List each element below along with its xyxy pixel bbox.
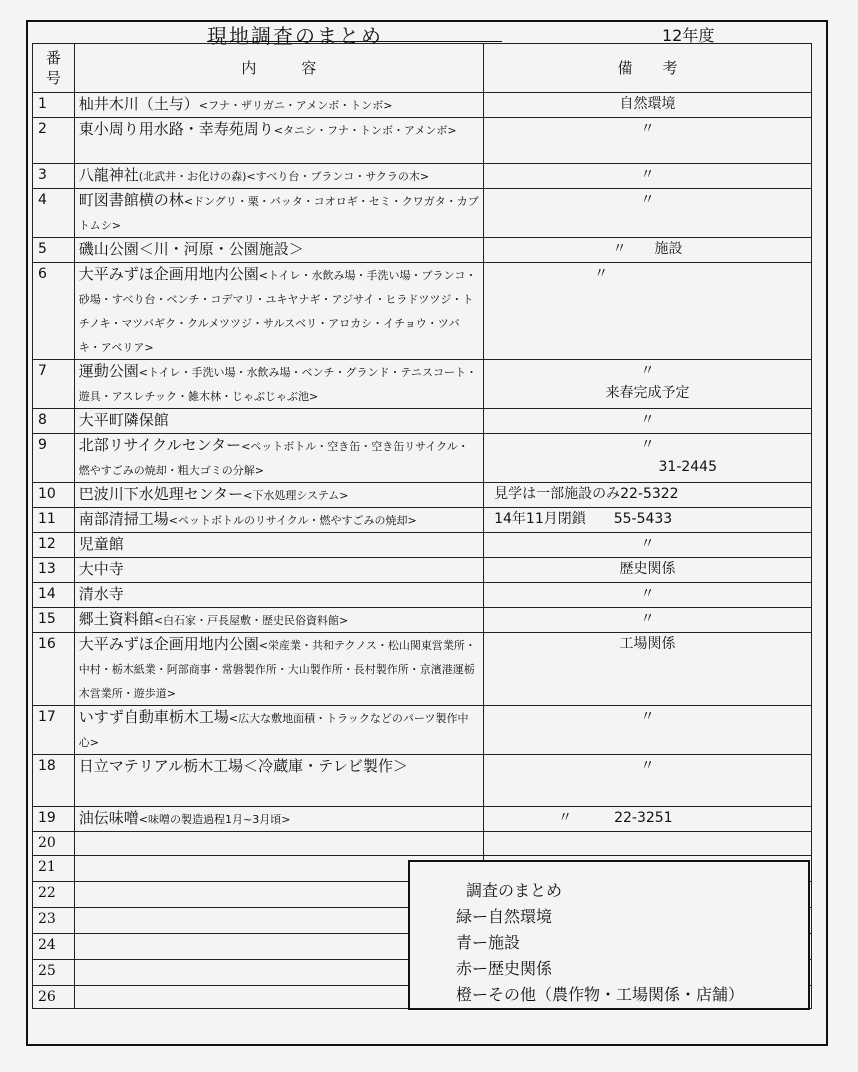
row-number: 18	[33, 755, 75, 807]
row-content	[74, 608, 483, 633]
note-text: 〃	[640, 192, 655, 208]
number-column-header: 番 号	[33, 44, 75, 93]
row-number: 26	[33, 986, 75, 1009]
row-number: 24	[33, 934, 75, 960]
row-note	[484, 508, 812, 533]
content-detail: <広大な敷地面積・トラックなどのパーツ製作中心>	[78, 712, 469, 749]
row-number: 8	[33, 409, 75, 434]
row-content	[74, 118, 483, 164]
note-text: 〃	[640, 121, 655, 137]
row-note	[484, 263, 812, 360]
content-detail: <ドングリ・栗・バッタ・コオロギ・セミ・クワガタ・カブトムシ>	[78, 195, 479, 232]
row-note	[484, 832, 812, 856]
content-detail: <下水処理システム>	[243, 489, 349, 502]
row-note	[484, 755, 812, 807]
content-main: 巴波川下水処理センター	[78, 485, 244, 503]
row-number: 21	[33, 856, 75, 882]
content-main: 運動公園	[78, 362, 139, 380]
note-text: 〃	[640, 611, 655, 627]
row-content	[74, 434, 483, 483]
content-detail: <タニシ・フナ・トンボ・アメンボ>	[273, 124, 457, 137]
row-note	[484, 93, 812, 118]
content-main: 大平みずほ企画用地内公園	[78, 265, 259, 283]
row-content	[74, 832, 483, 856]
content-main: いすず自動車栃木工場	[78, 708, 229, 726]
table-row	[33, 263, 812, 360]
table-row	[33, 118, 812, 164]
row-number: 5	[33, 238, 75, 263]
note-text: 〃	[640, 709, 655, 725]
row-note	[484, 633, 812, 706]
legend-item: 橙ーその他（農作物・工場関係・店舗）	[456, 985, 745, 1004]
row-note	[484, 189, 812, 238]
row-number: 17	[33, 706, 75, 755]
content-detail: <フナ・ザリガニ・アメンボ・トンボ>	[198, 99, 393, 112]
note-text: 見学は一部施設のみ22-5322	[494, 486, 679, 502]
content-detail: (北武井・お化けの森)<すべり台・ブランコ・サクラの木>	[138, 170, 430, 183]
row-note	[484, 164, 812, 189]
content-detail: <白石家・戸長屋敷・歴史民俗資料館>	[153, 614, 349, 627]
note-text: 〃 22-3251	[558, 810, 673, 826]
note-text: 〃 施設	[612, 241, 683, 257]
table-row	[33, 807, 812, 832]
legend-item: 青ー施設	[456, 933, 521, 952]
content-main: 児童館	[78, 535, 124, 553]
table-row	[33, 583, 812, 608]
table-row	[33, 558, 812, 583]
table-row	[33, 434, 812, 483]
legend-box	[408, 860, 810, 1010]
row-content	[74, 533, 483, 558]
table-row	[33, 832, 812, 856]
content-column-header: 内 容	[74, 44, 483, 93]
row-number: 23	[33, 908, 75, 934]
row-number: 11	[33, 508, 75, 533]
note-column-header: 備 考	[484, 44, 812, 93]
row-note	[484, 807, 812, 832]
row-content	[74, 164, 483, 189]
row-content	[74, 93, 483, 118]
row-number: 10	[33, 483, 75, 508]
title-underline	[207, 41, 502, 42]
content-main: 磯山公園＜川・河原・公園施設＞	[78, 240, 304, 258]
row-number: 7	[33, 360, 75, 409]
note-extra: 来春完成予定	[605, 385, 690, 401]
note-text: 〃	[640, 586, 655, 602]
content-main: 日立マテリアル栃木工場＜冷蔵庫・テレビ製作＞	[78, 757, 408, 775]
row-note	[484, 608, 812, 633]
row-note	[484, 558, 812, 583]
row-number: 22	[33, 882, 75, 908]
note-text: 歴史関係	[619, 561, 676, 577]
note-text: 自然環境	[619, 96, 676, 112]
content-detail: <栄産業・共和テクノス・松山関東営業所・中村・栃木紙業・阿部商事・常磐製作所・大山製作所・長村製作所・京濱港運栃木営業所・遊歩道>	[78, 639, 476, 700]
content-main: 南部清掃工場	[78, 510, 169, 528]
row-content	[74, 706, 483, 755]
row-number: 2	[33, 118, 75, 164]
row-number: 15	[33, 608, 75, 633]
content-detail: <トイレ・手洗い場・水飲み場・ベンチ・グランド・テニスコート・遊具・アスレチック・雑木林・じゃぶじゃぶ池>	[78, 366, 478, 403]
content-main: 東小周り用水路・幸寿苑周り	[78, 120, 274, 138]
note-text: 〃	[640, 437, 655, 453]
content-detail: <ペットボトルのリサイクル・燃やすごみの焼却>	[168, 514, 417, 527]
content-main: 大平みずほ企画用地内公園	[78, 635, 259, 653]
table-row	[33, 93, 812, 118]
table-row	[33, 533, 812, 558]
table-row	[33, 633, 812, 706]
row-number: 25	[33, 960, 75, 986]
content-main: 町図書館横の林	[78, 191, 184, 209]
page-title: 現地調査のまとめ	[207, 24, 383, 48]
row-number: 6	[33, 263, 75, 360]
row-note	[484, 483, 812, 508]
table-row	[33, 360, 812, 409]
row-note	[484, 409, 812, 434]
legend-item: 緑ー自然環境	[456, 907, 553, 926]
row-number: 19	[33, 807, 75, 832]
row-content	[74, 755, 483, 807]
row-content	[74, 483, 483, 508]
row-content	[74, 633, 483, 706]
row-content	[74, 238, 483, 263]
content-detail: <ペットボトル・空き缶・空き缶リサイクル・燃やすごみの焼却・粗大ゴミの分解>	[78, 440, 469, 477]
row-content	[74, 807, 483, 832]
table-row	[33, 608, 812, 633]
row-note	[484, 360, 812, 409]
table-row	[33, 238, 812, 263]
table-row	[33, 409, 812, 434]
row-note	[484, 238, 812, 263]
row-number: 3	[33, 164, 75, 189]
row-content	[74, 263, 483, 360]
content-detail: <トイレ・水飲み場・手洗い場・ブランコ・砂場・すべり台・ベンチ・コデマリ・ユキヤナギ・アジサイ・ヒラドツツジ・トチノキ・マツバギク・クルメツツジ・サルスベリ・アロカシ・イチョウ・ツバキ・アベリア>	[78, 269, 477, 354]
row-content	[74, 508, 483, 533]
row-content	[74, 409, 483, 434]
row-content	[74, 558, 483, 583]
table-row	[33, 706, 812, 755]
content-main: 清水寺	[78, 585, 124, 603]
content-main: 油伝味噌	[78, 809, 139, 827]
note-text: 工場関係	[619, 636, 676, 652]
note-text: 〃	[640, 167, 655, 183]
row-content	[74, 583, 483, 608]
legend-title: 調査のまとめ	[466, 881, 563, 900]
content-main: 八龍神社	[78, 166, 139, 184]
note-text: 14年11月閉鎖 55-5433	[494, 511, 673, 527]
table-row	[33, 189, 812, 238]
table-row	[33, 164, 812, 189]
row-number: 9	[33, 434, 75, 483]
content-main: 大平町隣保館	[78, 411, 169, 429]
note-text: 〃	[594, 266, 609, 282]
table-row	[33, 755, 812, 807]
table-header-row	[33, 44, 812, 93]
row-number: 1	[33, 93, 75, 118]
row-note	[484, 118, 812, 164]
row-content	[74, 360, 483, 409]
content-detail: <味噌の製造過程1月~3月頃>	[138, 813, 291, 826]
note-text: 〃	[640, 412, 655, 428]
row-number: 14	[33, 583, 75, 608]
content-main: 郷土資料館	[78, 610, 154, 628]
row-number: 12	[33, 533, 75, 558]
legend-item: 赤ー歴史関係	[456, 959, 553, 978]
row-note	[484, 706, 812, 755]
content-main: 大中寺	[78, 560, 124, 578]
row-number: 4	[33, 189, 75, 238]
note-text: 〃	[640, 758, 655, 774]
row-number: 13	[33, 558, 75, 583]
row-number: 20	[33, 832, 75, 856]
table-row	[33, 508, 812, 533]
content-main: 杣井木川（土与）	[78, 95, 199, 113]
row-content	[74, 189, 483, 238]
note-extra: 31-2445	[658, 459, 717, 475]
fiscal-year: 12年度	[662, 26, 715, 45]
row-number: 16	[33, 633, 75, 706]
note-text: 〃	[640, 363, 655, 379]
row-note	[484, 434, 812, 483]
table-row	[33, 483, 812, 508]
content-main: 北部リサイクルセンター	[78, 436, 242, 454]
row-note	[484, 533, 812, 558]
row-note	[484, 583, 812, 608]
note-text: 〃	[640, 536, 655, 552]
